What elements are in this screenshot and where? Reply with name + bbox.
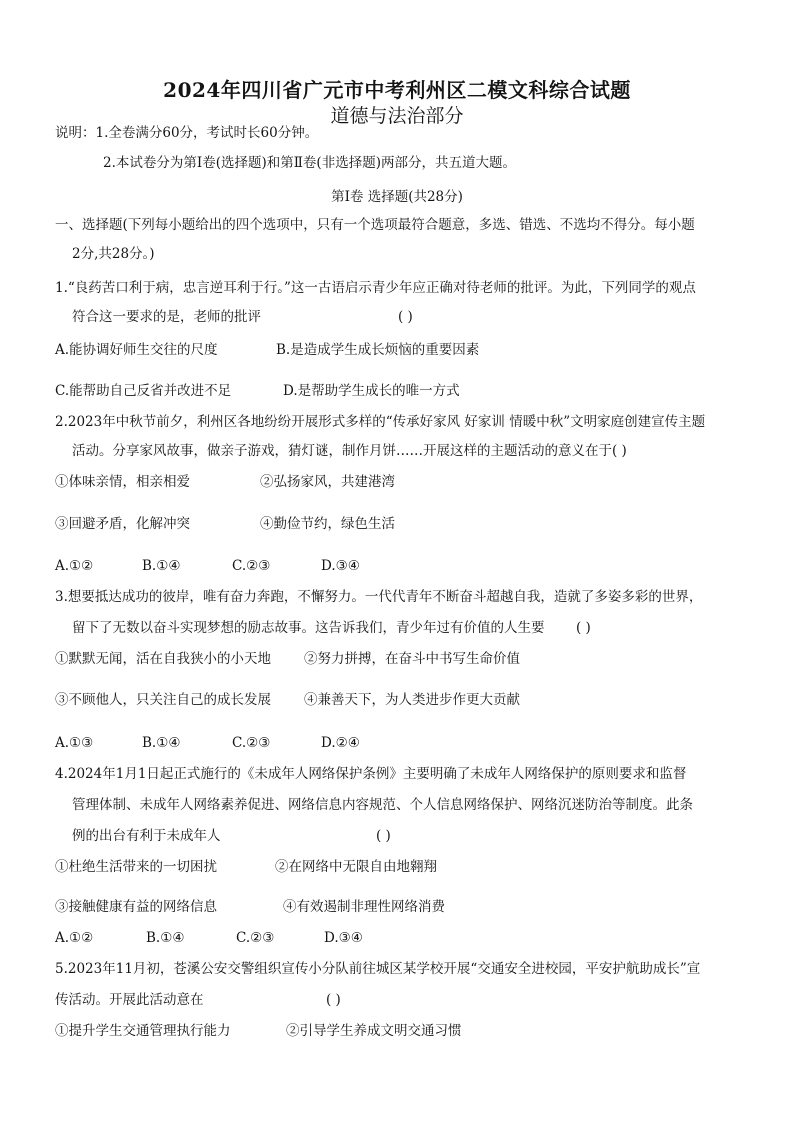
q4-stem-line-3: 例的出台有利于未成年人 [72, 828, 221, 844]
q3-option-c: C.②③ [232, 735, 271, 751]
q2-stem-line-2: 活动。分享家风故事，做亲子游戏，猜灯谜，制作月饼……开展这样的主题活动的意义在于( ) [72, 443, 627, 459]
section-title: 第Ⅰ卷 选择题(共28分) [331, 189, 463, 205]
q3-answer-paren: ( ) [576, 620, 591, 636]
q5-answer-paren: ( ) [326, 992, 341, 1008]
q4-statement-1: ①杜绝生活带来的一切困扰 [55, 859, 217, 875]
q5-statement-1: ①提升学生交通管理执行能力 [55, 1023, 231, 1039]
q4-statement-4: ④有效遏制非理性网络消费 [283, 899, 445, 915]
q3-option-a: A.①③ [55, 735, 94, 751]
exam-title: 2024年四川省广元市中考利州区二模文科综合试题 [163, 78, 631, 102]
section-instruction-1: 一、选择题(下列每小题给出的四个选项中，只有一个选项最符合题意，多选、错选、不选均不得分。每小题 [55, 217, 695, 233]
q4-stem-line-2: 管理体制、未成年人网络素养促进、网络信息内容规范、个人信息网络保护、网络沉迷防治等制度。此条 [72, 797, 693, 813]
q1-option-d: D.是帮助学生成长的唯一方式 [283, 383, 460, 399]
q1-answer-paren: ( ) [398, 309, 413, 325]
q3-statement-4: ④兼善天下，为人类进步作更大贡献 [304, 692, 520, 708]
q4-option-a: A.①② [55, 930, 94, 946]
q3-statement-1: ①默默无闻，活在自我狭小的小天地 [55, 651, 271, 667]
q2-stem-line-1: 2.2023年中秋节前夕，利州区各地纷纷开展形式多样的“传承好家风 好家训 情暖中秋”文明家庭创建宣传主题 [55, 414, 706, 430]
q2-option-b: B.①④ [142, 558, 181, 574]
q2-statement-4: ④勤俭节约，绿色生活 [260, 516, 395, 532]
q1-option-b: B.是造成学生成长烦恼的重要因素 [276, 342, 480, 358]
q4-statement-2: ②在网络中无限自由地翱翔 [275, 859, 437, 875]
q2-option-a: A.①② [55, 558, 94, 574]
q5-stem-line-2: 传活动。开展此活动意在 [55, 992, 204, 1008]
q1-stem-line-1: 1.“良药苦口利于病，忠言逆耳利于行。”这一古语启示青少年应正确对待老师的批评。为此，下列同学的观点 [55, 280, 696, 296]
q2-statement-1: ①体味亲情，相亲相爱 [55, 474, 190, 490]
q4-option-d: D.③④ [324, 930, 363, 946]
q1-option-c: C.能帮助自己反省并改进不足 [55, 383, 232, 399]
q3-option-d: D.②④ [321, 735, 360, 751]
q3-stem-line-2: 留下了无数以奋斗实现梦想的励志故事。这告诉我们，青少年过有价值的人生要 [72, 620, 545, 636]
q4-option-b: B.①④ [146, 930, 185, 946]
q2-statement-2: ②弘扬家风，共建港湾 [260, 474, 395, 490]
q3-statement-3: ③不顾他人，只关注自己的成长发展 [55, 692, 271, 708]
exam-subtitle: 道德与法治部分 [330, 105, 464, 127]
q1-stem-line-2: 符合这一要求的是，老师的批评 [72, 309, 261, 325]
q3-statement-2: ②努力拼搏，在奋斗中书写生命价值 [304, 651, 520, 667]
q3-option-b: B.①④ [142, 735, 181, 751]
q2-option-c: C.②③ [232, 558, 271, 574]
q4-stem-line-1: 4.2024年1月1日起正式施行的《未成年人网络保护条例》主要明确了未成年人网络保护的原则要求和监督 [55, 766, 687, 782]
q5-statement-2: ②引导学生养成文明交通习惯 [286, 1023, 462, 1039]
q4-statement-3: ③接触健康有益的网络信息 [55, 899, 217, 915]
note-line-1: 说明：1.全卷满分60分，考试时长60分钟。 [55, 125, 319, 141]
q3-stem-line-1: 3.想要抵达成功的彼岸，唯有奋力奔跑，不懈努力。一代代青年不断奋斗超越自我，造就了多姿多彩的世界， [55, 589, 703, 605]
q2-statement-3: ③回避矛盾，化解冲突 [55, 516, 190, 532]
section-instruction-2: 2分,共28分。) [72, 246, 155, 262]
q1-option-a: A.能协调好师生交往的尺度 [55, 342, 218, 358]
note-line-2: 2.本试卷分为第Ⅰ卷(选择题)和第Ⅱ卷(非选择题)两部分，共五道大题。 [103, 155, 516, 171]
q4-answer-paren: ( ) [376, 828, 391, 844]
q5-stem-line-1: 5.2023年11月初，苍溪公安交警组织宣传小分队前往城区某学校开展“交通安全进校园，平安护航助成长”宣 [55, 961, 701, 977]
q4-option-c: C.②③ [236, 930, 275, 946]
q2-option-d: D.③④ [321, 558, 360, 574]
